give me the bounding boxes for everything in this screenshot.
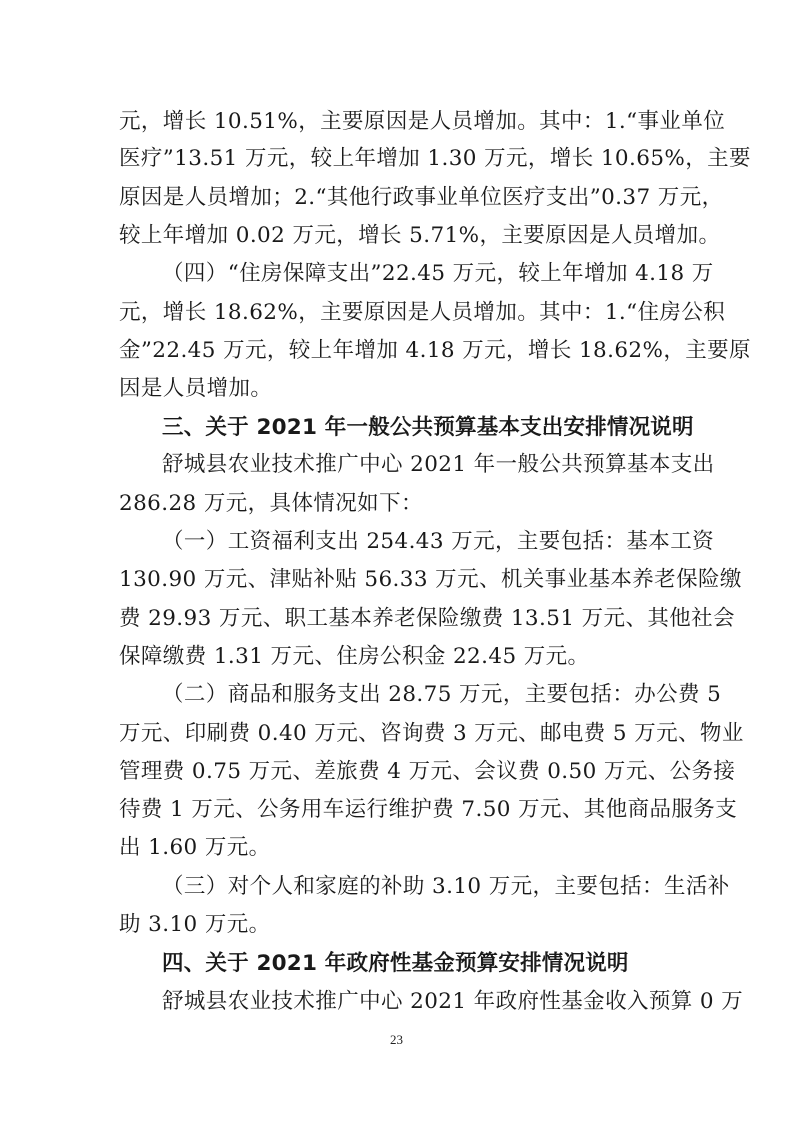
text-line: 286.28 万元，具体情况如下： bbox=[119, 491, 423, 516]
text-line: 保障缴费 1.31 万元、住房公积金 22.45 万元。 bbox=[119, 644, 590, 669]
text-line: （一）工资福利支出 254.43 万元，主要包括：基本工资 bbox=[162, 529, 714, 554]
text-line: 因是人员增加。 bbox=[119, 376, 273, 401]
text-line: （四）“住房保障支出”22.45 万元，较上年增加 4.18 万 bbox=[162, 261, 714, 286]
text-line: 管理费 0.75 万元、差旅费 4 万元、会议费 0.50 万元、公务接 bbox=[119, 759, 736, 784]
text-line: 舒城县农业技术推广中心 2021 年一般公共预算基本支出 bbox=[162, 452, 715, 477]
text-line: 助 3.10 万元。 bbox=[119, 912, 271, 937]
text-line: 较上年增加 0.02 万元，增长 5.71%，主要原因是人员增加。 bbox=[119, 223, 721, 248]
text-line: 费 29.93 万元、职工基本养老保险缴费 13.51 万元、其他社会 bbox=[119, 606, 735, 631]
text-line: 原因是人员增加；2.“其他行政事业单位医疗支出”0.37 万元， bbox=[119, 185, 724, 210]
text-line: （三）对个人和家庭的补助 3.10 万元，主要包括：生活补 bbox=[162, 874, 730, 899]
text-line: 金”22.45 万元，较上年增加 4.18 万元，增长 18.62%，主要原 bbox=[119, 338, 751, 363]
text-line: 医疗”13.51 万元，较上年增加 1.30 万元，增长 10.65%，主要 bbox=[119, 146, 751, 171]
text-line: 元，增长 18.62%，主要原因是人员增加。其中：1.“住房公积 bbox=[119, 300, 726, 325]
text-line: 元，增长 10.51%，主要原因是人员增加。其中：1.“事业单位 bbox=[119, 109, 726, 134]
page-number: 23 bbox=[390, 1032, 403, 1047]
section-heading: 四、关于 2021 年政府性基金预算安排情况说明 bbox=[162, 951, 629, 976]
text-line: 万元、印刷费 0.40 万元、咨询费 3 万元、邮电费 5 万元、物业 bbox=[119, 721, 744, 746]
text-line: 舒城县农业技术推广中心 2021 年政府性基金收入预算 0 万 bbox=[162, 989, 744, 1014]
text-line: 出 1.60 万元。 bbox=[119, 835, 271, 860]
section-heading: 三、关于 2021 年一般公共预算基本支出安排情况说明 bbox=[162, 415, 694, 440]
text-line: （二）商品和服务支出 28.75 万元，主要包括：办公费 5 bbox=[162, 682, 722, 707]
text-line: 待费 1 万元、公务用车运行维护费 7.50 万元、其他商品服务支 bbox=[119, 797, 738, 822]
text-line: 130.90 万元、津贴补贴 56.33 万元、机关事业基本养老保险缴 bbox=[119, 567, 742, 592]
